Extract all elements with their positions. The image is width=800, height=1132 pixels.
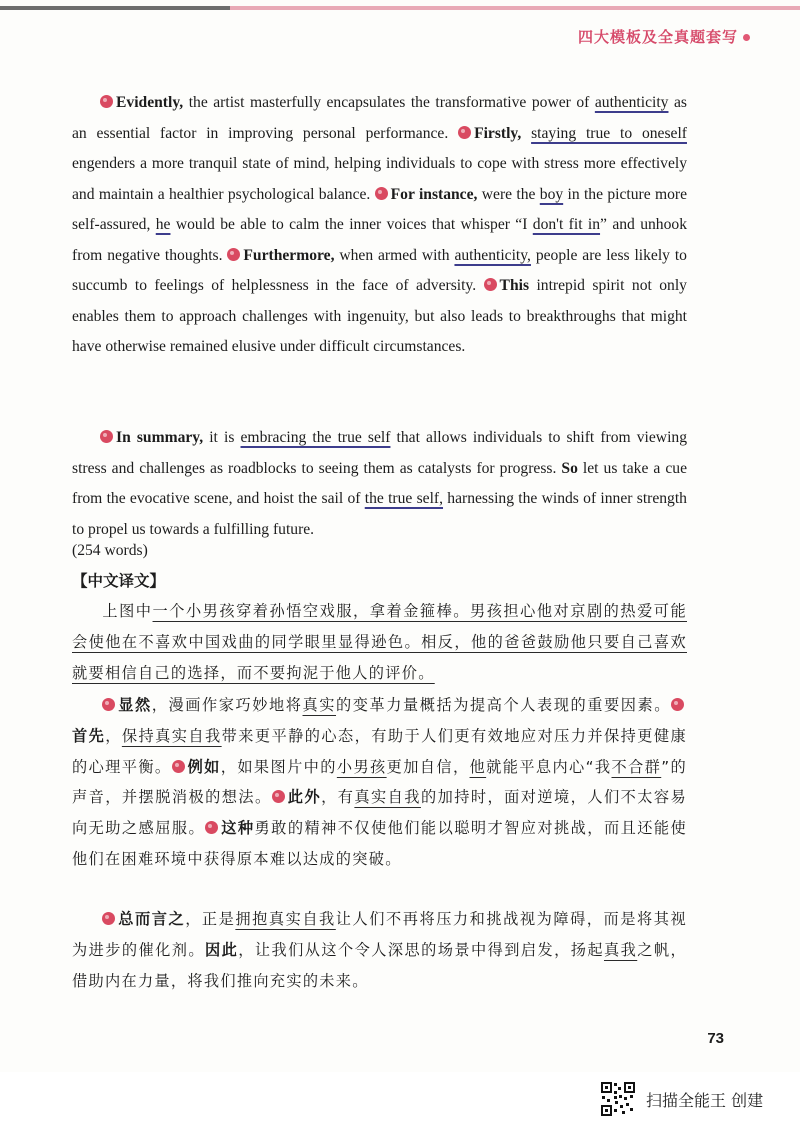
running-header: 四大模板及全真题套写	[577, 28, 738, 46]
keyword-authenticity: authenticity	[594, 94, 669, 111]
keyword-the-true-self: the true self,	[364, 490, 444, 507]
numbered-circle-icon	[671, 698, 684, 711]
numbered-circle-icon	[100, 95, 113, 108]
chinese-paragraph-2: 显然，漫画作家巧妙地将真实的变革力量概括为提高个人表现的重要因素。首先，保持真实自我带来更平静的心态，有助于人们更有效地应对压力并保持更健康的心理平衡。 例如，如果图片中的小男孩更加自信，他就能平息内心“我不合群”的声音，并摆脱消极的想法。 此外，有真实自我的加持时，面对逆境，人们不太容易向无助之感屈服。 这种勇敢的精神不仅使他们能以聪明才智应对挑战，而且还能使他们在困难环境中获得原本难以达成的突破。	[72, 696, 687, 868]
qr-code-icon	[600, 1081, 636, 1117]
chinese-paragraph-1: 上图中一个小男孩穿着孙悟空戏服，拿着金箍棒。男孩担心他对京剧的热爱可能会使他在不喜欢中国戏曲的同学眼里显得逊色。相反，他的爸爸鼓励他只要自己喜欢就要相信自己的选择，而不要拘泥于他人的评价。	[72, 602, 687, 682]
numbered-circle-icon	[272, 790, 285, 803]
top-rule	[0, 6, 800, 10]
numbered-circle-icon	[205, 821, 218, 834]
english-paragraph-2: In summary, it is embracing the true self that allows individuals to shift from viewing stress and challenges as roadblocks to seeing them as catalysts for progress. So let us take a cue from the evocative scene, and hoist the sail of the true self, harnessing the winds of inner strength to propel us towards a fulfilling future.	[72, 429, 687, 538]
chinese-paragraph-3: 总而言之，正是拥抱真实自我让人们不再将压力和挑战视为障碍，而是将其视为进步的催化剂。因此，让我们从这个令人深思的场景中得到启发，扬起真我之帆，借助内在力量，将我们推向充实的未来。	[72, 910, 687, 990]
numbered-circle-icon	[100, 430, 113, 443]
chinese-section-title: 【中文译文】	[72, 572, 166, 590]
signal-for-instance: For instance,	[390, 185, 478, 203]
signal-evidently: Evidently,	[116, 94, 184, 111]
scanner-watermark: 扫描全能王 创建	[646, 1091, 764, 1110]
keyword-authenticity-2: authenticity,	[454, 246, 531, 264]
numbered-circle-icon	[458, 126, 471, 139]
header-dot-icon	[743, 34, 750, 41]
signal-furthermore: Furthermore,	[243, 246, 335, 264]
numbered-circle-icon	[102, 912, 115, 925]
numbered-circle-icon	[375, 187, 388, 200]
signal-firstly: Firstly,	[474, 124, 522, 142]
word-count: (254 words)	[72, 542, 148, 559]
keyword-embracing-true-self: embracing the true self	[240, 429, 391, 446]
keyword-boy: boy	[539, 185, 564, 203]
signal-in-summary: In summary,	[116, 429, 204, 446]
page-number: 73	[707, 1030, 724, 1047]
signal-so: So	[561, 459, 578, 477]
numbered-circle-icon	[484, 278, 497, 291]
numbered-circle-icon	[227, 248, 240, 261]
numbered-circle-icon	[102, 698, 115, 711]
english-paragraph-1: Evidently, the artist masterfully encapsulates the transformative power of authenticity as an essential factor in improving personal performance. Firstly, staying true to oneself engenders a more tranquil state of mind, helping individuals to cope with stress more effectively and maintain a healthier psychological balance. For instance, were the boy in the picture more self-assured, he would be able to calm the inner voices that whisper “I don't fit in” and unhook from negative thoughts. Furthermore, when armed with authenticity, people are less likely to succumb to feelings of helplessness in the face of adversity. This intrepid spirit not only enables them to approach challenges with ingenuity, but also leads to breakthroughs that might have otherwise remained elusive under difficult circumstances.	[72, 94, 688, 355]
keyword-dont-fit-in: don't fit in	[532, 216, 601, 233]
keyword-he: he	[155, 216, 171, 233]
numbered-circle-icon	[172, 760, 185, 773]
keyword-staying-true: staying true to oneself	[531, 124, 687, 142]
signal-this: This	[499, 277, 530, 294]
